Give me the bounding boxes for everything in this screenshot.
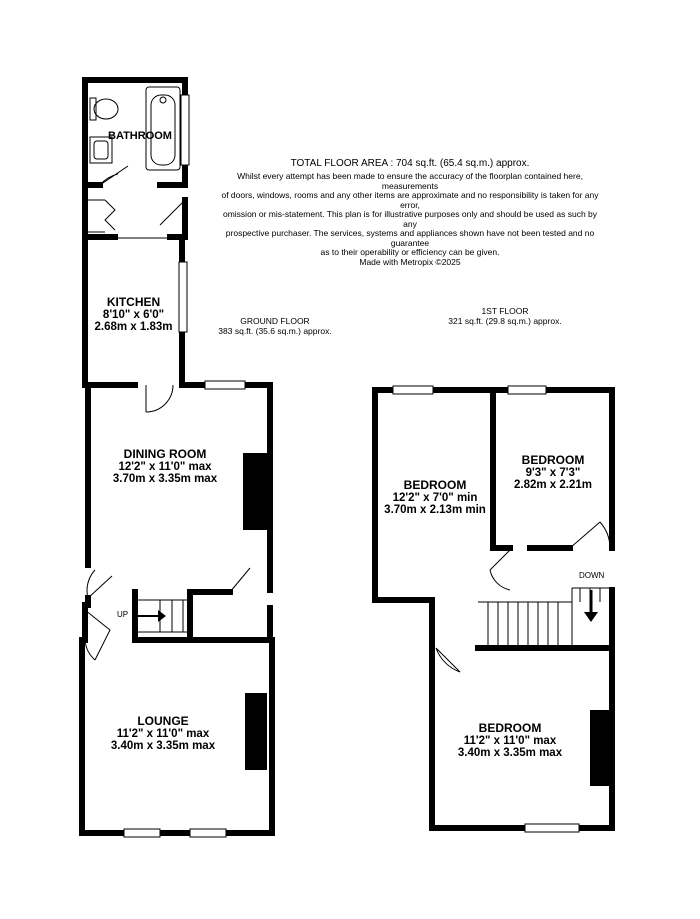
bedroom-right-metric: 2.82m x 2.21m — [513, 479, 592, 491]
bedroom-right-label — [498, 453, 608, 491]
lounge-metric: 3.40m x 3.35m max — [110, 740, 216, 752]
disclaimer-line: prospective purchaser. The services, systems and appliances shown have not been tested and no guarantee — [225, 228, 595, 248]
disclaimer-line: Made with Metropix ©2025 — [359, 256, 461, 267]
bathroom-label: BATHROOM — [108, 130, 172, 142]
bedroom-left-imperial: 12'2" x 7'0" min — [392, 492, 478, 504]
dining-chimney-breast — [243, 453, 267, 530]
bedroom-right-window — [508, 386, 546, 394]
dining-room-label — [95, 447, 235, 485]
bedroom-main-name: BEDROOM — [478, 721, 542, 735]
ground-floor-label — [200, 316, 350, 336]
bedroom-left-name: BEDROOM — [403, 478, 467, 492]
kitchen-imperial: 8'10" x 6'0" — [102, 309, 165, 321]
lounge-window-left — [124, 829, 160, 837]
disclaimer — [215, 172, 605, 267]
first-floor-stairs — [478, 588, 612, 648]
stairs-down-arrow-icon — [584, 612, 598, 622]
dining-window — [205, 381, 245, 389]
dining-room-imperial: 12'2" x 11'0" max — [118, 461, 212, 473]
stairs-down-label: DOWN — [579, 571, 605, 580]
bedroom-right-imperial: 9'3" x 7'3" — [525, 467, 581, 479]
bedroom-main-metric: 3.40m x 3.35m max — [457, 747, 563, 759]
kitchen-label — [85, 295, 182, 333]
ground-stairs — [135, 600, 190, 632]
dining-room-metric: 3.70m x 3.35m max — [112, 473, 218, 485]
lounge-chimney-breast — [245, 693, 267, 770]
stairs-up-label: UP — [117, 610, 129, 619]
bedroom-main-window — [525, 824, 579, 832]
ground-floor-area: 383 sq.ft. (35.6 sq.m.) approx. — [218, 326, 332, 336]
first-floor-label — [430, 306, 580, 326]
ground-floor-title: GROUND FLOOR — [240, 316, 310, 326]
kitchen-metric: 2.68m x 1.83m — [94, 321, 173, 333]
bedroom-left-label — [380, 478, 490, 516]
disclaimer-line: Whilst every attempt has been made to ensure the accuracy of the floorplan contained here, measurements — [237, 171, 583, 191]
bedroom-left-window — [393, 386, 433, 394]
first-floor-area: 321 sq.ft. (29.8 sq.m.) approx. — [448, 316, 562, 326]
disclaimer-line: as to their operability or efficiency can be given. — [320, 247, 500, 257]
lounge-window-right — [190, 829, 226, 837]
disclaimer-line: of doors, windows, rooms and any other items are approximate and no responsibility is taken for any error, — [221, 190, 599, 210]
total-floor-area: TOTAL FLOOR AREA : 704 sq.ft. (65.4 sq.m.) approx. — [290, 158, 530, 169]
first-floor-title: 1ST FLOOR — [481, 306, 529, 316]
lounge-imperial: 11'2" x 11'0" max — [116, 728, 210, 740]
bedroom-main-label — [440, 721, 580, 759]
dining-room-name: DINING ROOM — [123, 447, 207, 461]
bathroom-fixtures — [90, 87, 180, 170]
disclaimer-line: omission or mis-statement. This plan is for illustrative purposes only and should be used as such by any — [222, 209, 598, 229]
bedroom-right-name: BEDROOM — [521, 453, 585, 467]
lounge-name: LOUNGE — [137, 714, 189, 728]
kitchen-name: KITCHEN — [106, 295, 161, 309]
bedroom-main-imperial: 11'2" x 11'0" max — [463, 735, 557, 747]
bedroom-left-metric: 3.70m x 2.13m min — [384, 504, 486, 516]
bedroom-chimney-breast — [590, 710, 610, 786]
lounge-label — [88, 714, 238, 752]
